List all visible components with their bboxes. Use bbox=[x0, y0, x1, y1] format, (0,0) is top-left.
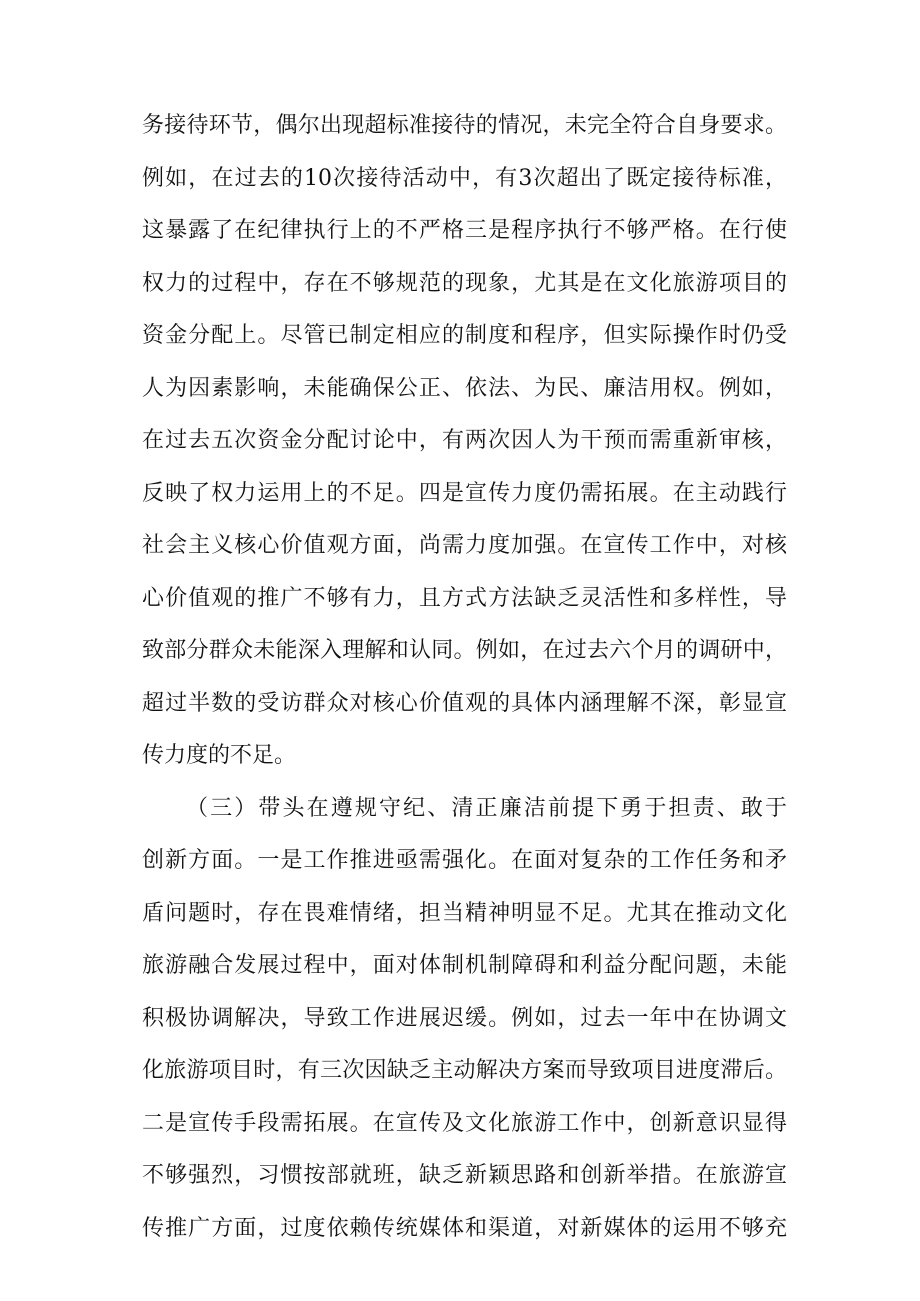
text-line: 资金分配上。尽管已制定相应的制度和程序，但实际操作时仍受 bbox=[142, 323, 787, 348]
text-line: 二是宣传手段需拓展。在宣传及文化旅游工作中，创新意识显得 bbox=[142, 1111, 787, 1136]
text-line: 不够强烈，习惯按部就班，缺乏新颖思路和创新举措。在旅游宣 bbox=[142, 1163, 787, 1188]
text-line: 反映了权力运用上的不足。四是宣传力度仍需拓展。在主动践行 bbox=[142, 481, 787, 506]
text-line: 例如，在过去的10次接待活动中，有3次超出了既定接待标准， bbox=[142, 166, 787, 191]
text-line: 心价值观的推广不够有力，且方式方法缺乏灵活性和多样性，导 bbox=[142, 586, 787, 611]
text-line: 旅游融合发展过程中，面对体制机制障碍和利益分配问题，未能 bbox=[142, 953, 787, 978]
text-line: 超过半数的受访群众对核心价值观的具体内涵理解不深，彰显宣 bbox=[142, 691, 787, 716]
text-line: 人为因素影响，未能确保公正、依法、为民、廉洁用权。例如， bbox=[142, 376, 787, 401]
text-line: 权力的过程中，存在不够规范的现象，尤其是在文化旅游项目的 bbox=[142, 271, 787, 296]
text-line: 社会主义核心价值观方面，尚需力度加强。在宣传工作中，对核 bbox=[142, 533, 787, 558]
text-line: 盾问题时，存在畏难情绪，担当精神明显不足。尤其在推动文化 bbox=[142, 901, 787, 926]
text-line: 传力度的不足。 bbox=[142, 743, 297, 768]
text-line: 化旅游项目时，有三次因缺乏主动解决方案而导致项目进度滞后。 bbox=[142, 1058, 787, 1083]
text-line: 积极协调解决，导致工作进展迟缓。例如，过去一年中在协调文 bbox=[142, 1006, 787, 1031]
text-line: 在过去五次资金分配讨论中，有两次因人为干预而需重新审核， bbox=[142, 428, 787, 453]
text-line: 务接待环节，偶尔出现超标准接待的情况，未完全符合自身要求。 bbox=[142, 113, 787, 138]
text-line: 创新方面。一是工作推进亟需强化。在面对复杂的工作任务和矛 bbox=[142, 848, 787, 873]
text-line: 传推广方面，过度依赖传统媒体和渠道，对新媒体的运用不够充 bbox=[142, 1216, 787, 1241]
section-heading-line: （三）带头在遵规守纪、清正廉洁前提下勇于担责、敢于 bbox=[186, 796, 787, 821]
text-line: 致部分群众未能深入理解和认同。例如，在过去六个月的调研中， bbox=[142, 638, 787, 663]
text-line: 这暴露了在纪律执行上的不严格三是程序执行不够严格。在行使 bbox=[142, 218, 787, 243]
